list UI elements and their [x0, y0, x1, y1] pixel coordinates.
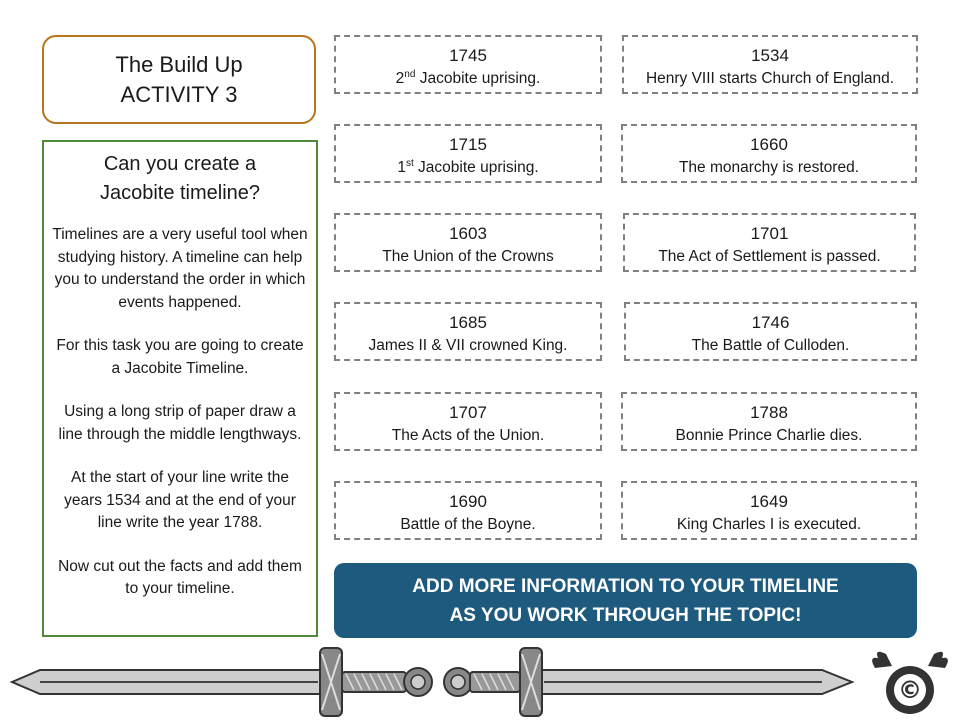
fact-year: 1534 — [751, 46, 789, 65]
fact-card — [621, 392, 917, 451]
fact-year: 1715 — [449, 135, 487, 154]
svg-text:©: © — [898, 676, 922, 704]
fact-year: 1690 — [449, 492, 487, 511]
banner-line-1: ADD MORE INFORMATION TO YOUR TIMELINE — [412, 575, 839, 597]
fact-card — [334, 213, 602, 272]
fact-card — [622, 35, 918, 94]
fact-event: King Charles I is executed. — [676, 516, 862, 533]
fact-card — [334, 481, 602, 540]
instructions-paragraph: Now cut out the facts and add them to your timeline. — [58, 557, 302, 597]
fact-card — [621, 124, 917, 183]
fact-event: Bonnie Prince Charlie dies. — [675, 427, 863, 444]
fact-year: 1660 — [750, 135, 788, 154]
footer-decoration — [0, 640, 960, 720]
fact-event: 2nd Jacobite uprising. — [395, 68, 541, 87]
activity-number: ACTIVITY 3 — [120, 81, 238, 107]
fact-year: 1746 — [751, 313, 790, 332]
fact-year: 1707 — [449, 403, 487, 422]
activity-title-box — [42, 35, 316, 124]
instructions-paragraph: Using a long strip of paper draw a line through the middle lengthways. — [58, 403, 302, 443]
banner-line-2: AS YOU WORK THROUGH THE TOPIC! — [449, 604, 802, 626]
instructions-paragraph: For this task you are going to create a Jacobite Timeline. — [56, 337, 304, 377]
instructions-heading — [50, 150, 310, 208]
fact-card — [334, 124, 602, 183]
fact-year: 1745 — [449, 46, 487, 65]
instructions-heading-line-2: Jacobite timeline? — [99, 182, 261, 204]
fact-event: 1st Jacobite uprising. — [397, 157, 539, 176]
fact-card — [334, 392, 602, 451]
fact-event: The Battle of Culloden. — [691, 337, 850, 354]
fact-card — [623, 213, 916, 272]
fact-card — [621, 481, 917, 540]
sword-icon — [444, 648, 852, 716]
fact-event: The Acts of the Union. — [391, 427, 545, 444]
instructions-box — [42, 140, 318, 637]
instructions-paragraph: Timelines are a very useful tool when studying history. A timeline can help you to understand the order in which events happened. — [52, 226, 308, 311]
instructions-paragraph: At the start of your line write the years 1534 and at the end of your line write the year 1788. — [64, 469, 296, 531]
fact-year: 1603 — [449, 224, 487, 243]
sword-icon — [12, 648, 432, 716]
activity-title: The Build Up — [115, 51, 243, 77]
instruction-banner — [334, 563, 917, 638]
copyright-moose-logo — [872, 652, 948, 714]
fact-year: 1701 — [750, 224, 789, 243]
fact-year: 1649 — [750, 492, 788, 511]
fact-event: James II & VII crowned King. — [368, 337, 568, 354]
fact-year: 1685 — [449, 313, 487, 332]
fact-card — [334, 35, 602, 94]
fact-event: Battle of the Boyne. — [400, 516, 536, 533]
fact-event: The Act of Settlement is passed. — [658, 248, 881, 265]
fact-event: The Union of the Crowns — [382, 248, 554, 265]
fact-event: The monarchy is restored. — [678, 159, 860, 176]
fact-card — [334, 302, 602, 361]
fact-event: Henry VIII starts Church of England. — [645, 70, 895, 87]
fact-year: 1788 — [750, 403, 788, 422]
fact-card — [624, 302, 917, 361]
instructions-heading-line-1: Can you create a — [103, 153, 257, 175]
